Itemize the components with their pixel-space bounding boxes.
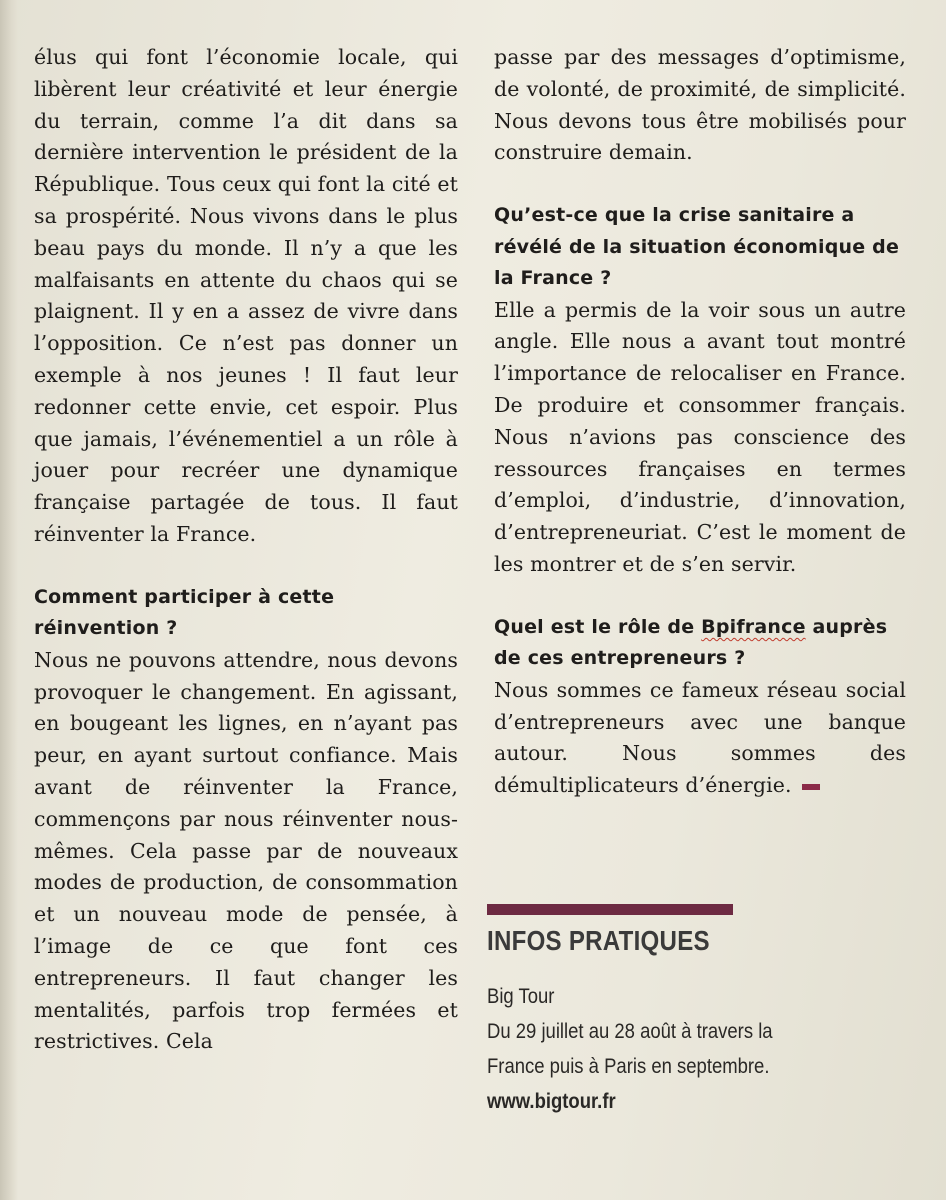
infos-title: INFOS PRATIQUES: [487, 925, 710, 956]
answer-health-crisis: Elle a permis de la voir sous un autre angle. Elle nous a avant tout montré l’importance de relocaliser en France. De produire et consommer français. Nous n’avions pas conscience des ressources françaises en termes d’emploi, d’industrie, d’innovation, d’entrepreneuriat. C’est le moment de les montrer et de s’en servir.: [494, 297, 906, 577]
answer-reinvention: Nous ne pouvons attendre, nous devons provoquer le changement. En agissant, en bougeant les lignes, en n’ayant pas peur, en ayant surtout confiance. Mais avant de réinventer la France, commençons par nous réinventer nous-mêmes. Cela passe par de nouveaux modes de production, de consommation et un nouveau mode de pensée, à l’image de ce que font ces entrepreneurs. Il faut changer les mentalités, parfois trop fermées et restrictives. Cela: [34, 647, 458, 1054]
question-heading-bpifrance-role: [494, 612, 906, 675]
infos-website-link[interactable]: www.bigtour.fr: [487, 1090, 616, 1113]
paragraph-optimism-continued: passe par des messages d’optimisme, de volonté, de proximité, de simplicité. Nous devons tous être mobilisés pour construire demain.: [494, 45, 906, 165]
question-heading-health-crisis: Qu’est-ce que la crise sanitaire a révélé de la situation économique de la France ?: [494, 204, 900, 290]
article-right-column: [494, 42, 906, 802]
infos-pratiques-box: [487, 904, 907, 1119]
question-text-end: auprès de ces entrepreneurs ?: [494, 615, 888, 670]
answer-bpifrance-text: Nous sommes ce fameux réseau social d’entrepreneurs avec une banque autour. Nous sommes des démultiplicateurs d’énergie.: [494, 677, 906, 798]
question-text-start: Quel est le rôle de: [494, 615, 702, 638]
infos-dates-line2: France puis à Paris en septembre.: [487, 1055, 770, 1078]
infos-accent-bar: [487, 904, 733, 915]
brand-name-bpifrance: Bpifrance: [701, 615, 806, 638]
answer-bpifrance-role: [494, 675, 906, 802]
question-heading-reinvention: Comment participer à cette réinvention ?: [34, 585, 335, 640]
infos-event-name: Big Tour: [487, 985, 555, 1008]
page-fold-shadow: [0, 0, 18, 1200]
infos-body: [487, 979, 857, 1119]
infos-dates-line1: Du 29 juillet au 28 août à travers la: [487, 1020, 773, 1043]
article-left-column: [34, 42, 458, 1058]
paragraph-intro-continued: élus qui font l’économie locale, qui libèrent leur créativité et leur énergie du terrain, comme l’a dit dans sa dernière intervention le président de la République. Tous ceux qui font la cité et sa prospérité. Nous vivons dans le plus beau pays du monde. Il n’y a que les malfaisants en attente du chaos qui se plaignent. Il y en a assez de vivre dans l’opposition. Ce n’est pas donner un exemple à nos jeunes ! Il faut leur redonner cette envie, cet espoir. Plus que jamais, l’événementiel a un rôle à jouer pour recréer une dynamique française partagée de tous. Il faut réinventer la France.: [34, 45, 458, 546]
article-end-mark: [802, 784, 820, 790]
